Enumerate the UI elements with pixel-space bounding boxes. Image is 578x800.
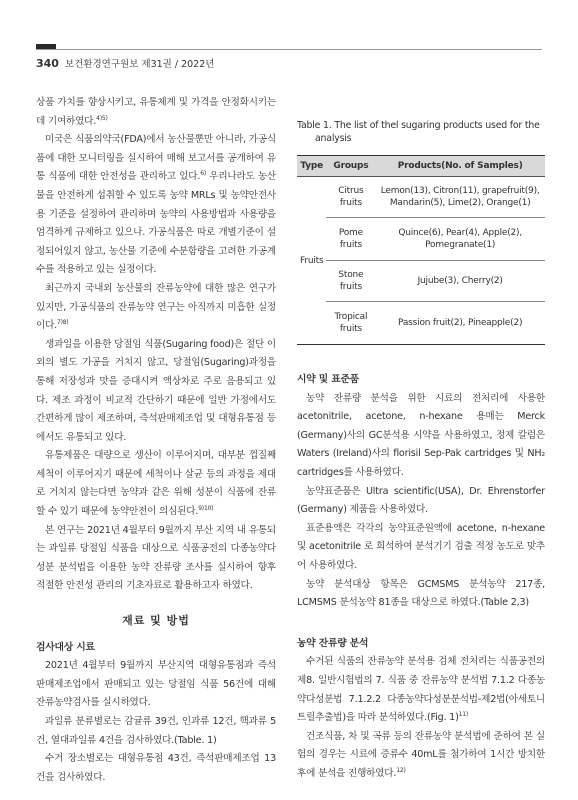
group-cell: Pome fruits <box>326 218 375 261</box>
paragraph: 농약 잔류량 분석을 위한 시료의 전처리에 사용한 acetonitrile, acetone, n-hexane 용매는 Merck (Germany)사의 GC분석용 시약을 사용하였고, 정제 칼럼은 Waters (Ireland)사의 florisil Sep-Pak cartridges 및 NH₂ cartridges를 사용하였다. <box>297 392 545 478</box>
journal-title: 보건환경연구원보 제31권 / 2022년 <box>64 59 215 70</box>
running-header <box>36 56 214 70</box>
products-cell: Jujube(3), Cherry(2) <box>375 261 545 302</box>
products-cell: Quince(6), Pear(4), Apple(2), Pomegranate(1) <box>375 218 545 261</box>
subsection-heading: 시약 및 표준품 <box>297 374 360 385</box>
paragraph: 유통제품은 대량으로 생산이 이루어지며, 대부분 껍질째 세척이 이루어지기 때문에 세척이나 살균 등의 과정을 제대로 거치지 않는다면 농약과 같은 위해 성분이 식품에 잔류할 수 있기 때문에 농약안전이 의심된다.$^{9)10)}$ <box>36 450 276 518</box>
group-cell: Tropical fruits <box>326 302 375 345</box>
type-cell: Fruits <box>297 177 326 345</box>
paragraph: 수거 장소별로는 대형유통점 43건, 즉석판매제조업 13건을 검사하였다. <box>36 753 276 783</box>
paragraph: 상품 가치를 향상시키고, 유통체계 및 가격을 안정화시키는데 기여하였다.$^{4)5)}$ <box>36 97 276 127</box>
products-cell: Passion fruit(2), Pineapple(2) <box>375 302 545 345</box>
page-number: 340 <box>36 57 59 70</box>
paragraph: 수거된 식품의 잔류농약 분석용 검체 전처리는 식품공전의 제8. 일반시험법의 7. 식품 중 잔류농약 분석법 7.1.2 다종농약다성분법 7.1.2.2 다종농약다성분분석법-제2법(아세토니트릴추출법)을 따라 분석하였다.(Fig. 1)$^{11)}$ <box>297 656 545 724</box>
paragraph: 본 연구는 2021년 4월부터 9월까지 부산 지역 내 유통되는 과일류 당절임 식품을 대상으로 식품공전의 다종농약다성분 분석법을 이용한 농약 잔류량 조사를 실시하여 향후 적절한 안전성 관리의 기초자료로 활용하고자 하였다. <box>36 524 276 592</box>
paragraph: 농약 분석대상 항목은 GCMSMS 분석농약 217종, LCMSMS 분석농약 81종을 대상으로 하였다.(Table 2,3) <box>297 578 545 609</box>
paragraph: 표준용액은 각각의 농약표준원액에 acetone, n-hexane 및 acetonitrile 로 희석하여 분석기기 검출 적정 농도로 맞추어 사용하였다. <box>297 522 545 571</box>
paragraph: 미국은 식품의약국(FDA)에서 농산물뿐만 아니라, 가공식품에 대한 모니터링을 실시하여 매해 보고서를 공개하여 유통 식품에 대한 안전성을 관리하고 있다.$^{6)}$ 우리나라도 농산물을 안전하게 섭취할 수 있도록 농약 MRLs 및 농약안전사용 기준을 설정하여 관리하며 농약의 사용방법과 사용량을 엄격하게 규제하고 있으나. 가공식품은 따로 개별기준이 설정되어있지 않고, 농산물 기준에 수분함량을 고려한 가공계수를 적용하고 있는 실정이다. <box>36 134 276 276</box>
table-header-products: Products(No. of Samples) <box>375 156 545 177</box>
subsection-heading: 농약 잔류량 분석 <box>297 637 369 649</box>
header-rule <box>36 49 542 50</box>
paragraph: 최근까지 국내외 농산물의 잔류농약에 대한 많은 연구가 있지만, 가공식품의 잔류농약 연구는 아직까지 미흡한 실정이다.$^{7)8)}$ <box>36 282 276 332</box>
subsection-heading: 검사대상 시료 <box>36 641 95 653</box>
group-cell: Citrus fruits <box>326 177 375 218</box>
left-column <box>36 94 276 787</box>
paragraph: 건조식품, 차 및 곡류 등의 잔류농약 분석법에 준하여 본 실험의 경우는 시료에 증류수 40mL를 첨가하여 1시간 방치한 후에 분석을 진행하였다.$^{12)}$ <box>297 730 545 779</box>
samples-table <box>297 155 545 345</box>
section-title: 재료 및 방법 <box>122 614 190 628</box>
paragraph: 농약표준품은 Ultra scientific(USA), Dr. Ehrenstorfer (Germany) 제품을 사용하였다. <box>297 485 545 516</box>
paragraph: 생과일을 이용한 당절임 식품(Sugaring food)은 절단 이외의 별도 가공을 거치지 않고, 당절임(Sugaring)과정을 통해 저장성과 맛을 증대시켜 액상차로 주로 음용되고 있다. 제조 과정이 비교적 간단하기 때문에 일반 가정에서도 간편하게 많이 제조하며, 즉석판매제조업 및 대형유통점 등에서도 유통되고 있다. <box>36 338 276 443</box>
table-header-type: Type <box>297 156 326 177</box>
right-column <box>297 96 545 783</box>
products-cell: Lemon(13), Citron(11), grapefruit(9), Mandarin(5), Lime(2), Orange(1) <box>375 177 545 218</box>
table-caption: Table 1. The list of thel sugaring products used for the analysis <box>297 120 540 144</box>
group-cell: Stone fruits <box>326 261 375 302</box>
table-header-groups: Groups <box>326 156 375 177</box>
paragraph: 2021년 4월부터 9월까지 부산지역 대형유통점과 즉석판매제조업에서 판매되고 있는 당절임 식품 56건에 대해 잔류농약검사를 실시하였다. <box>36 660 276 709</box>
paragraph: 과일류 분류별로는 감귤류 39건, 인과류 12건, 핵과류 5건, 열대과일류 4건을 검사하였다.(Table. 1) <box>36 716 276 746</box>
